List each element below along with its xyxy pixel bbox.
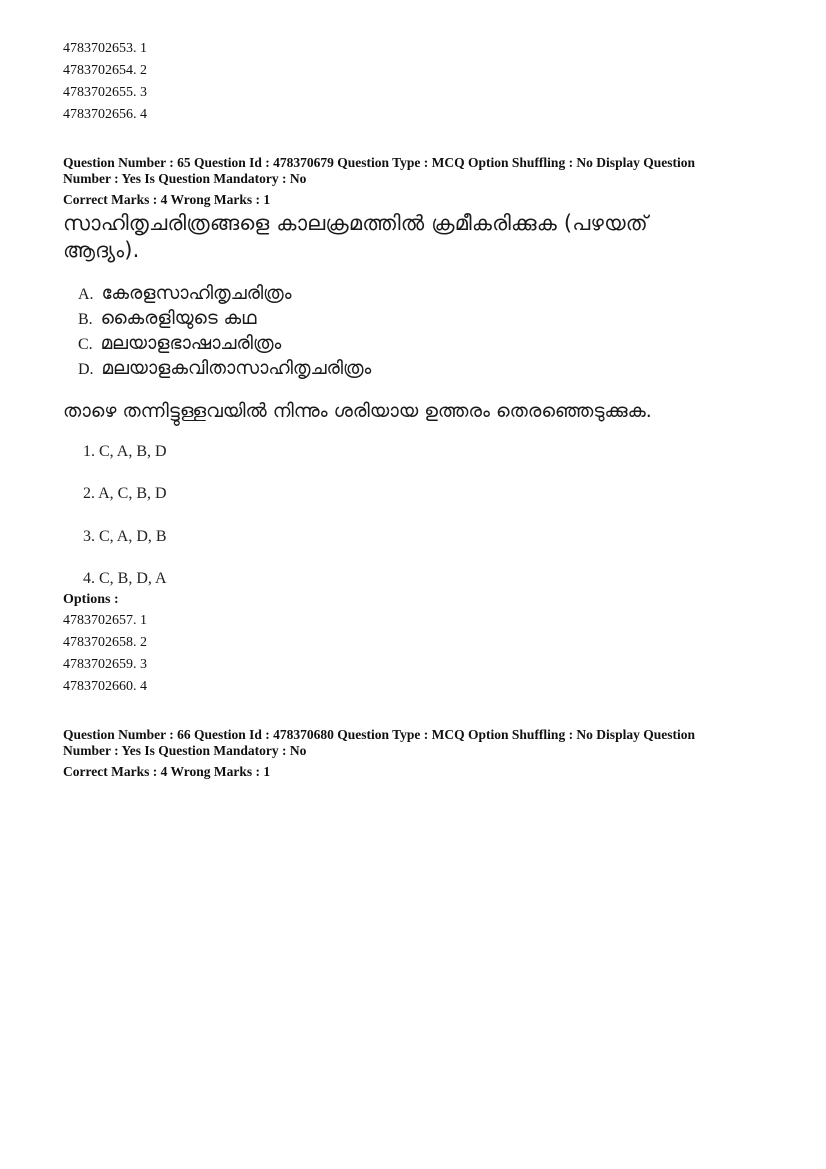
question-meta-line-2: Number : Yes Is Question Mandatory : No [63, 743, 307, 758]
option-id: 4783702657. [63, 613, 137, 628]
option-line [63, 62, 147, 80]
question-meta-line-1: Question Number : 66 Question Id : 47837068​0 Question Type : MCQ Option Shuffling : No Display Question [63, 727, 695, 742]
option-line [63, 106, 147, 124]
answer-choice: 2. A, C, B, D [83, 485, 167, 502]
item-text: കൈരളിയുടെ കഥ [100, 308, 257, 329]
option-id: 4783702660. [63, 679, 137, 694]
option-line [63, 678, 147, 696]
item-text: കേരളസാഹിതൃചരിത്രം [101, 283, 292, 304]
question-item [78, 332, 281, 357]
item-label: C. [78, 336, 93, 353]
option-line [63, 612, 147, 630]
option-id: 4783702654. [63, 63, 137, 78]
option-number: 3 [140, 85, 147, 100]
option-id: 4783702653. [63, 41, 137, 56]
question-marks: Correct Marks : 4 Wrong Marks : 1 [63, 192, 271, 207]
option-number: 3 [140, 657, 147, 672]
question-meta-line-2: Number : Yes Is Question Mandatory : No [63, 171, 307, 186]
question-instruction: താഴെ തന്നിട്ടുള്ളവയിൽ നിന്നും ശരിയായ ഉത്തരം തെരഞ്ഞെടുക്കുക. [63, 400, 652, 422]
question-text-line-2: ആദ്യം). [63, 238, 140, 262]
option-id: 4783702658. [63, 635, 137, 650]
option-number: 4 [140, 107, 147, 122]
option-number: 2 [140, 635, 147, 650]
option-id: 4783702656. [63, 107, 137, 122]
item-label: A. [78, 286, 94, 303]
option-line [63, 40, 147, 58]
option-number: 2 [140, 63, 147, 78]
option-id: 4783702659. [63, 657, 137, 672]
option-id: 4783702655. [63, 85, 137, 100]
question-item [78, 282, 292, 307]
answer-choice: 1. C, A, B, D [83, 443, 167, 460]
question-meta [63, 727, 763, 780]
item-label: B. [78, 311, 93, 328]
question-item [78, 307, 256, 332]
option-line [63, 84, 147, 102]
question-marks: Correct Marks : 4 Wrong Marks : 1 [63, 764, 271, 779]
question-meta [63, 155, 763, 208]
answer-choice: 3. C, A, D, B [83, 528, 167, 545]
option-number: 1 [140, 613, 147, 628]
options-label: Options : [63, 592, 119, 607]
item-text: മലയാളഭാഷാചരിത്രം [100, 333, 282, 354]
question-item [78, 357, 371, 382]
question-text-line-1: സാഹിതൃചരിത്രങ്ങളെ കാലക്രമത്തിൽ ക്രമീകരിക്കുക (പഴയത് [63, 211, 648, 235]
question-text [63, 210, 763, 264]
item-label: D. [78, 361, 94, 378]
item-text: മലയാളകവിതാസാഹിതൃചരിത്രം [101, 358, 372, 379]
question-meta-line-1: Question Number : 65 Question Id : 47837067​9 Question Type : MCQ Option Shuffling : No Display Question [63, 155, 695, 170]
option-number: 1 [140, 41, 147, 56]
answer-choice: 4. C, B, D, A [83, 570, 167, 587]
option-line [63, 656, 147, 674]
option-line [63, 634, 147, 652]
option-number: 4 [140, 679, 147, 694]
